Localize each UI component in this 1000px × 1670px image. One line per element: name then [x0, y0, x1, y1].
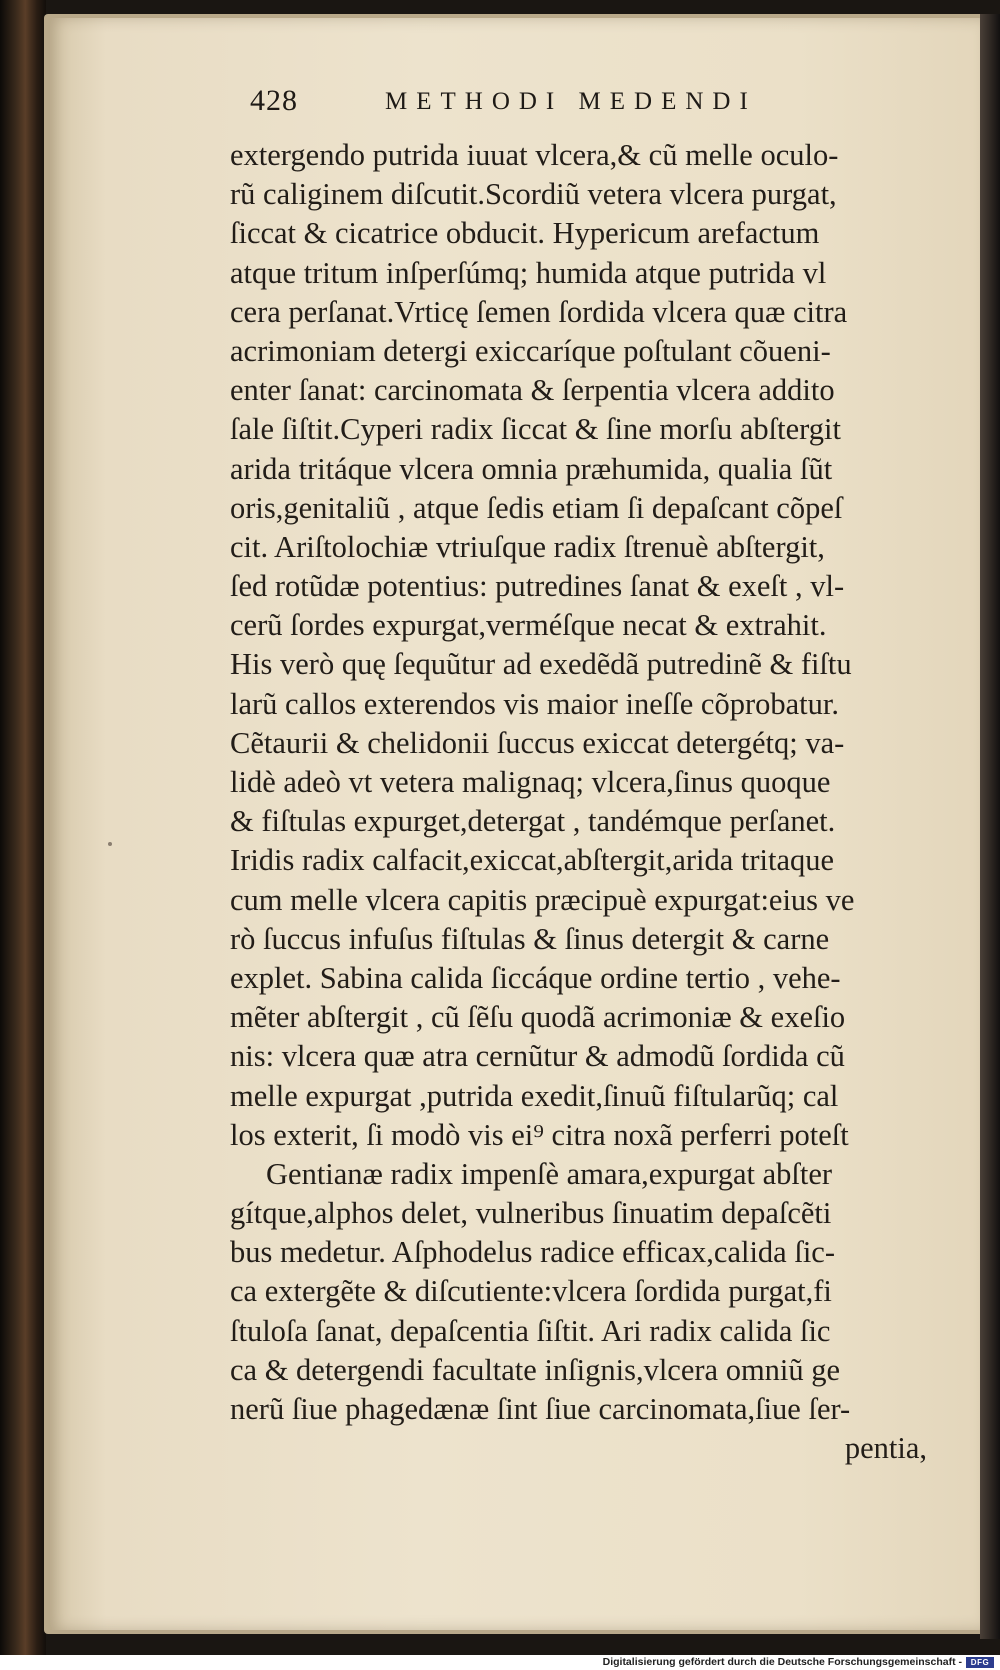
text-line: arida tritáque vlcera omnia præhumida, qualia ſũt — [230, 451, 833, 486]
text-line: bus medetur. Aſphodelus radice efficax,calida ſic- — [230, 1235, 835, 1270]
text-line: ca extergẽte & diſcutiente:vlcera ſordida purgat,fi — [230, 1274, 832, 1309]
text-line: atque tritum inſperſúmq; humida atque putrida vl — [230, 255, 827, 290]
text-line: His verò quę ſequũtur ad exedẽdã putredinẽ & fiſtu — [230, 647, 852, 682]
funding-credit: Digitalisierung gefördert durch die Deutsche Forschungsgemeinschaft - — [602, 1656, 962, 1668]
catchword: pentia, — [844, 1431, 927, 1466]
text-line: extergendo putrida iuuat vlcera,& cũ melle oculo- — [230, 138, 839, 172]
dfg-logo-icon: DFG — [966, 1657, 994, 1668]
text-line: explet. Sabina calida ſiccáque ordine tertio , vehe- — [230, 960, 841, 995]
text-line: cum melle vlcera capitis præcipuè expurgat:eius ve — [230, 882, 855, 917]
text-line: cit. Ariſtolochiæ vtriuſque radix ſtrenuè abſtergit, — [230, 529, 825, 564]
text-line: nis: vlcera quæ atra cernũtur & admodũ ſordida cũ — [230, 1039, 845, 1074]
text-line: Iridis radix calfacit,exiccat,abſtergit,arida tritaque — [230, 843, 835, 878]
text-line: mẽter abſtergit , cũ ſẽſu quodã acrimoniæ & exeſio — [230, 1000, 846, 1035]
book-binding — [0, 0, 46, 1655]
text-line: ſed rotũdæ potentius: putredines ſanat & exeſt , vl- — [230, 569, 845, 604]
text-line: cerũ ſordes expurgat,verméſque necat & extrahit. — [230, 608, 827, 643]
text-line: rũ caliginem diſcutit.Scordiũ vetera vlcera purgat, — [230, 177, 837, 212]
text-line: gítque,alphos delet, vulneribus ſinuatim depaſcẽti — [230, 1196, 832, 1231]
text-line: nerũ ſiue phagedænæ ſint ſiue carcinomata,ſiue ſer- — [230, 1392, 851, 1426]
digitization-footer — [0, 1655, 1000, 1670]
running-head — [250, 84, 890, 124]
text-line: larũ callos exterendos vis maior ineſſe cõprobatur. — [230, 686, 839, 721]
text-line: acrimoniam detergi exiccaríque poſtulant cõueni- — [230, 333, 831, 368]
facing-page-edge — [980, 14, 1000, 1639]
text-line: enter ſanat: carcinomata & ſerpentia vlcera addito — [230, 373, 835, 408]
text-line: ſtuloſa ſanat, depaſcentia ſiſtit. Ari radix calida ſic — [230, 1313, 831, 1348]
text-line: los exterit, ſi modò vis ei⁹ citra noxã perferri poteſt — [230, 1117, 849, 1152]
text-line: Cẽtaurii & chelidonii ſuccus exiccat detergétq; va- — [230, 725, 845, 760]
text-line: & fiſtulas expurget,detergat , tandémque perſanet. — [230, 804, 836, 839]
text-line: cera perſanat.Vrticę ſemen ſordida vlcera quæ citra — [230, 294, 848, 329]
body-text — [230, 136, 965, 1468]
page-number: 428 — [250, 84, 298, 117]
text-line: ſiccat & cicatrice obducit. Hypericum arefactum — [230, 216, 820, 251]
text-line: rò ſuccus infuſus fiſtulas & ſinus detergit & carne — [230, 921, 830, 956]
text-line: oris,genitaliũ , atque ſedis etiam ſi depaſcant cõpeſ — [230, 490, 843, 525]
text-line: ſale ſiſtit.Cyperi radix ſiccat & ſine morſu abſtergit — [230, 412, 841, 447]
running-title: METHODI MEDENDI — [385, 88, 757, 115]
text-line: melle expurgat ,putrida exedit,ſinuũ fiſtularũq; cal — [230, 1078, 839, 1113]
paper-speck — [108, 842, 112, 846]
text-line: lidè adeò vt vetera malignaq; vlcera,ſinus quoque — [230, 765, 831, 799]
text-line: ca & detergendi facultate inſignis,vlcera omniũ ge — [230, 1352, 841, 1387]
paragraph-start-line: Gentianæ radix impenſè amara,expurgat abſter — [266, 1156, 833, 1191]
